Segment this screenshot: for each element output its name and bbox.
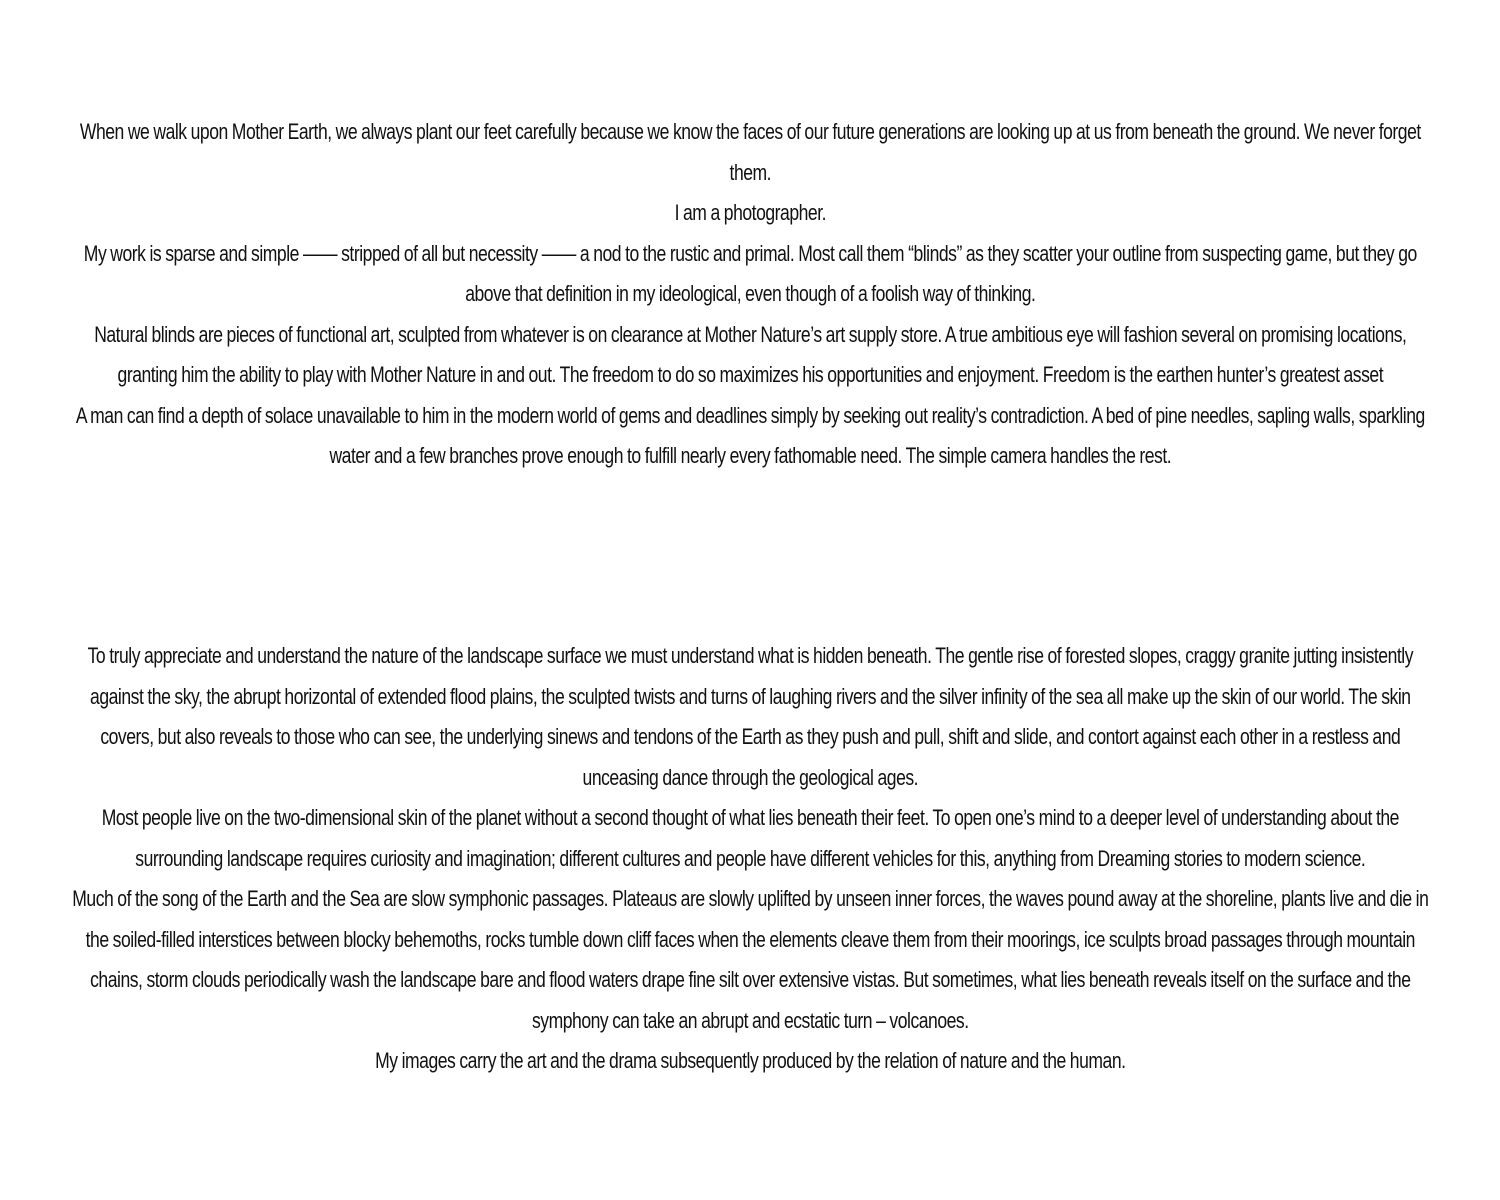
paragraph-work-blinds: My work is sparse and simple —— stripped of all but necessity —— a nod to the rustic and primal. Most call them “blinds” as they scatter your outline from suspecting game, but they go above that definition in my ideological, even though of a foolish way of thinking.: [83, 240, 1417, 306]
statement-section-two: [68, 636, 1432, 1082]
paragraph-two-dimensional-skin: Most people live on the two-dimensional skin of the planet without a second thought of what lies beneath their feet. To open one’s mind to a deeper level of understanding about the surrounding landscape requires curiosity and imagination; different cultures and people have different vehicles for this, anything from Dreaming stories to modern science.: [101, 805, 1399, 871]
paragraph-natural-blinds: Natural blinds are pieces of functional art, sculpted from whatever is on clearance at Mother Nature’s art supply store. A true ambitious eye will fashion several on promising locations, granting him the ability to play with Mother Nature in and out. The freedom to do so maximizes his opportunities and enjoyment. Freedom is the earthen hunter’s greatest asset: [93, 321, 1407, 387]
statement-section-one: [68, 112, 1432, 477]
paragraph-solace: A man can find a depth of solace unavailable to him in the modern world of gems and deadlines simply by seeking out reality’s contradiction. A bed of pine needles, sapling walls, sparkling water and a few branches prove enough to fulfill nearly every fathomable need. The simple camera handles the rest.: [75, 402, 1425, 468]
paragraph-mother-earth: When we walk upon Mother Earth, we always plant our feet carefully because we know the faces of our future generations are looking up at us from beneath the ground. We never forget them.: [79, 119, 1421, 185]
paragraph-landscape-surface: To truly appreciate and understand the nature of the landscape surface we must understand what is hidden beneath. The gentle rise of forested slopes, craggy granite jutting insistently against the sky, the abrupt horizontal of extended flood plains, the sculpted twists and turns of laughing rivers and the silver infinity of the sea all make up the skin of our world. The skin covers, but also reveals to those who can see, the underlying sinews and tendons of the Earth as they push and pull, shift and slide, and contort against each other in a restless and unceasing dance through the geological ages.: [87, 643, 1413, 790]
paragraph-images-closing: My images carry the art and the drama subsequently produced by the relation of nature and the human.: [374, 1048, 1126, 1073]
paragraph-symphonic-passages: Much of the song of the Earth and the Sea are slow symphonic passages. Plateaus are slowly uplifted by unseen inner forces, the waves pound away at the shoreline, plants live and die in the soiled-filled interstices between blocky behemoths, rocks tumble down cliff faces when the elements cleave them from their moorings, ice sculpts broad passages through mountain chains, storm clouds periodically wash the landscape bare and flood waters drape fine silt over extensive vistas. But sometimes, what lies beneath reveals itself on the surface and the symphony can take an abrupt and ecstatic turn – volcanoes.: [71, 886, 1429, 1033]
paragraph-photographer: I am a photographer.: [674, 200, 826, 225]
